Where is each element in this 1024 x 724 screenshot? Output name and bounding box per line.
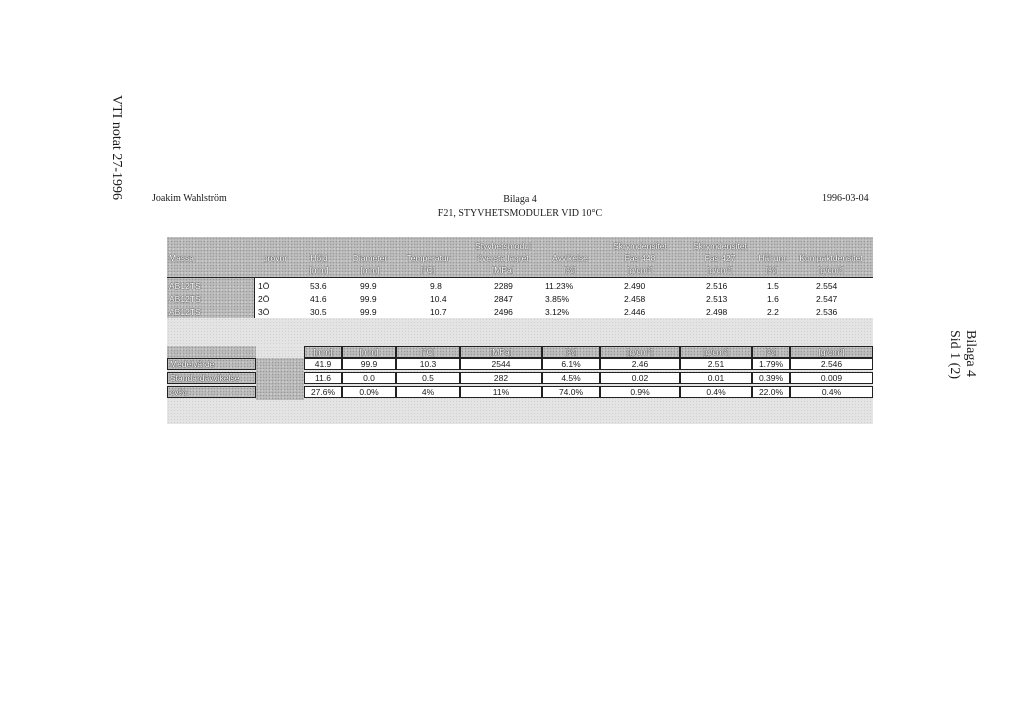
row-styvhet: 2289 [494, 281, 513, 291]
side-page: Sid 1 (2) [947, 330, 962, 379]
stats-value: 41.9 [304, 358, 342, 370]
stats-value: 0.5 [396, 372, 460, 384]
stats-value: 4% [396, 386, 460, 398]
header-fas448: Fas 448 [624, 253, 656, 263]
header-skrymdensitet-1: Skrymdensitet [613, 241, 667, 251]
header-rule [167, 277, 873, 278]
stats-value: 11% [460, 386, 542, 398]
page-title: F21, STYVHETSMODULER VID 10°C [437, 208, 603, 219]
stats-value: 11.6 [304, 372, 342, 384]
row-fas448: 2.446 [624, 307, 646, 317]
row-kompakt: 2.554 [816, 281, 838, 291]
stats-unit-kompakt: [g/cm³] [790, 346, 873, 358]
row-massa: AB12TS [169, 281, 201, 291]
stats-value: 1.79% [752, 358, 790, 370]
stats-label-medelvarde: Medelvärde [167, 358, 256, 370]
row-massa: AB12TS [169, 294, 201, 304]
stats-label-standardavvikelse: Standardavvikelse [167, 372, 256, 384]
stats-spacer-shade [256, 358, 304, 400]
side-bilaga: Bilaga 4 [963, 330, 978, 378]
date: 1996-03-04 [822, 193, 869, 204]
row-temperatur: 10.7 [430, 307, 447, 317]
row-avvikelse: 11.23% [545, 281, 574, 291]
stats-unit-fas427: [g/cm³] [680, 346, 752, 358]
row-styvhet: 2496 [494, 307, 513, 317]
header-massa: Massa [169, 253, 195, 263]
stats-unit-halrum: [%] [752, 346, 790, 358]
stats-value: 27.6% [304, 386, 342, 398]
row-halrum: 1.6 [767, 294, 779, 304]
side-notat-label: VTI notat 27-1996 [109, 95, 124, 200]
stats-unit-diameter: [mm] [342, 346, 396, 358]
stats-value: 282 [460, 372, 542, 384]
stats-value: 2.51 [680, 358, 752, 370]
stats-value: 22.0% [752, 386, 790, 398]
stats-unit-hojd: [mm] [304, 346, 342, 358]
stats-value: 2.46 [600, 358, 680, 370]
row-avvikelse: 3.85% [545, 294, 570, 304]
stats-corner [167, 346, 256, 358]
stats-value: 6.1% [542, 358, 600, 370]
header-diameter: Diameter [352, 253, 388, 263]
header-hojd: Höjd [310, 253, 328, 263]
stats-label-cv: cv%: [167, 386, 256, 398]
header-skrymdensitet-2: Skrymdensitet [693, 241, 747, 251]
table-gap-shade [167, 318, 873, 346]
header-kompaktdensitet: Kompaktdensitet [799, 253, 863, 263]
unit-styvhet: [MPa] [491, 265, 515, 275]
header-fas427: Fas 427 [704, 253, 736, 263]
stats-value: 0.01 [680, 372, 752, 384]
row-halrum: 2.2 [767, 307, 779, 317]
unit-halrum: [%] [765, 265, 779, 275]
stats-value: 0.4% [680, 386, 752, 398]
stats-value: 0.4% [790, 386, 873, 398]
row-kompakt: 2.536 [816, 307, 838, 317]
stats-value: 0.39% [752, 372, 790, 384]
row-fas427: 2.516 [706, 281, 728, 291]
header-halrum: Hålrum [758, 253, 786, 263]
row-provnr: 1Ö [258, 281, 270, 291]
row-temperatur: 10.4 [430, 294, 447, 304]
header-oversta-lagret: översta lagret [477, 253, 529, 263]
row-hojd: 53.6 [310, 281, 327, 291]
stats-unit-avvikelse: [%] [542, 346, 600, 358]
stats-value: 0.02 [600, 372, 680, 384]
row-temperatur: 9.8 [430, 281, 442, 291]
unit-diameter: [mm] [360, 265, 380, 275]
header-provnr: provnr [262, 253, 288, 263]
row-avvikelse: 3.12% [545, 307, 570, 317]
row-diameter: 99.9 [360, 294, 377, 304]
header-avvikelse: Avvikelse [552, 253, 588, 263]
appendix-label: Bilaga 4 [503, 194, 537, 205]
stats-value: 0.9% [600, 386, 680, 398]
unit-hojd: [mm] [309, 265, 329, 275]
unit-fas448: [g/cm³] [627, 265, 653, 275]
unit-avvikelse: [%] [563, 265, 577, 275]
row-halrum: 1.5 [767, 281, 779, 291]
row-hojd: 30.5 [310, 307, 327, 317]
unit-temperatur: [°C] [420, 265, 436, 275]
stats-value: 10.3 [396, 358, 460, 370]
stats-unit-styvhet: [MPa] [460, 346, 542, 358]
stats-unit-temperatur: [°C] [396, 346, 460, 358]
row-styvhet: 2847 [494, 294, 513, 304]
stats-value: 99.9 [342, 358, 396, 370]
row-provnr: 3Ö [258, 307, 270, 317]
side-appendix-label [946, 330, 978, 450]
massa-column-rule [254, 277, 255, 318]
row-fas427: 2.513 [706, 294, 728, 304]
header-styvhetsmodul: Styvhetsmodul [475, 241, 531, 251]
row-kompakt: 2.547 [816, 294, 838, 304]
row-fas448: 2.490 [624, 281, 646, 291]
row-massa: AB12TS [169, 307, 201, 317]
row-fas448: 2.458 [624, 294, 646, 304]
stats-unit-fas448: [g/cm³] [600, 346, 680, 358]
header-temperatur: Temperatur [406, 253, 450, 263]
row-diameter: 99.9 [360, 307, 377, 317]
stats-value: 0.0 [342, 372, 396, 384]
unit-fas427: [g/cm³] [707, 265, 733, 275]
row-provnr: 2Ö [258, 294, 270, 304]
row-hojd: 41.6 [310, 294, 327, 304]
stats-value: 74.0% [542, 386, 600, 398]
row-fas427: 2.498 [706, 307, 728, 317]
stats-value: 4.5% [542, 372, 600, 384]
unit-kompakt: [g/cm³] [818, 265, 844, 275]
row-diameter: 99.9 [360, 281, 377, 291]
stats-value: 2.546 [790, 358, 873, 370]
stats-value: 0.0% [342, 386, 396, 398]
stats-value: 0.009 [790, 372, 873, 384]
author: Joakim Wahlström [152, 193, 227, 204]
page-title-block [420, 193, 620, 221]
stats-value: 2544 [460, 358, 542, 370]
